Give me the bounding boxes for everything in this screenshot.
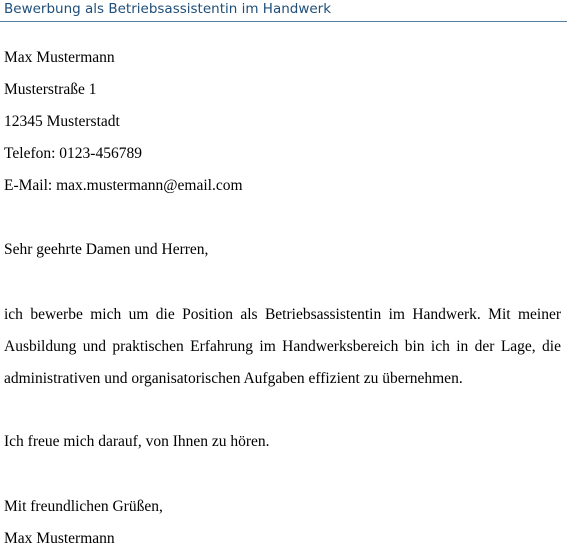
sign-off: Mit freundlichen Grüßen, — [4, 498, 163, 515]
signature: Max Mustermann — [4, 530, 115, 547]
document-header — [0, 0, 567, 22]
sender-street: Musterstraße 1 — [4, 81, 97, 98]
sender-city: 12345 Musterstadt — [4, 113, 120, 130]
sender-email: E-Mail: max.mustermann@email.com — [4, 177, 243, 194]
paragraph-line: administrativen und organisatorischen Aufgaben effizient zu übernehmen. — [4, 370, 463, 387]
salutation: Sehr geehrte Damen und Herren, — [4, 241, 209, 258]
sender-name: Max Mustermann — [4, 49, 115, 66]
sender-phone: Telefon: 0123-456789 — [4, 145, 142, 162]
document-title: Bewerbung als Betriebsassistentin im Handwerk — [4, 1, 332, 17]
paragraph-line: Ausbildung und praktischen Erfahrung im Handwerksbereich bin ich in der Lage, die — [4, 338, 561, 355]
paragraph-line: ich bewerbe mich um die Position als Betriebsassistentin im Handwerk. Mit meiner — [4, 306, 561, 323]
closing-sentence: Ich freue mich darauf, von Ihnen zu hören. — [4, 433, 270, 450]
